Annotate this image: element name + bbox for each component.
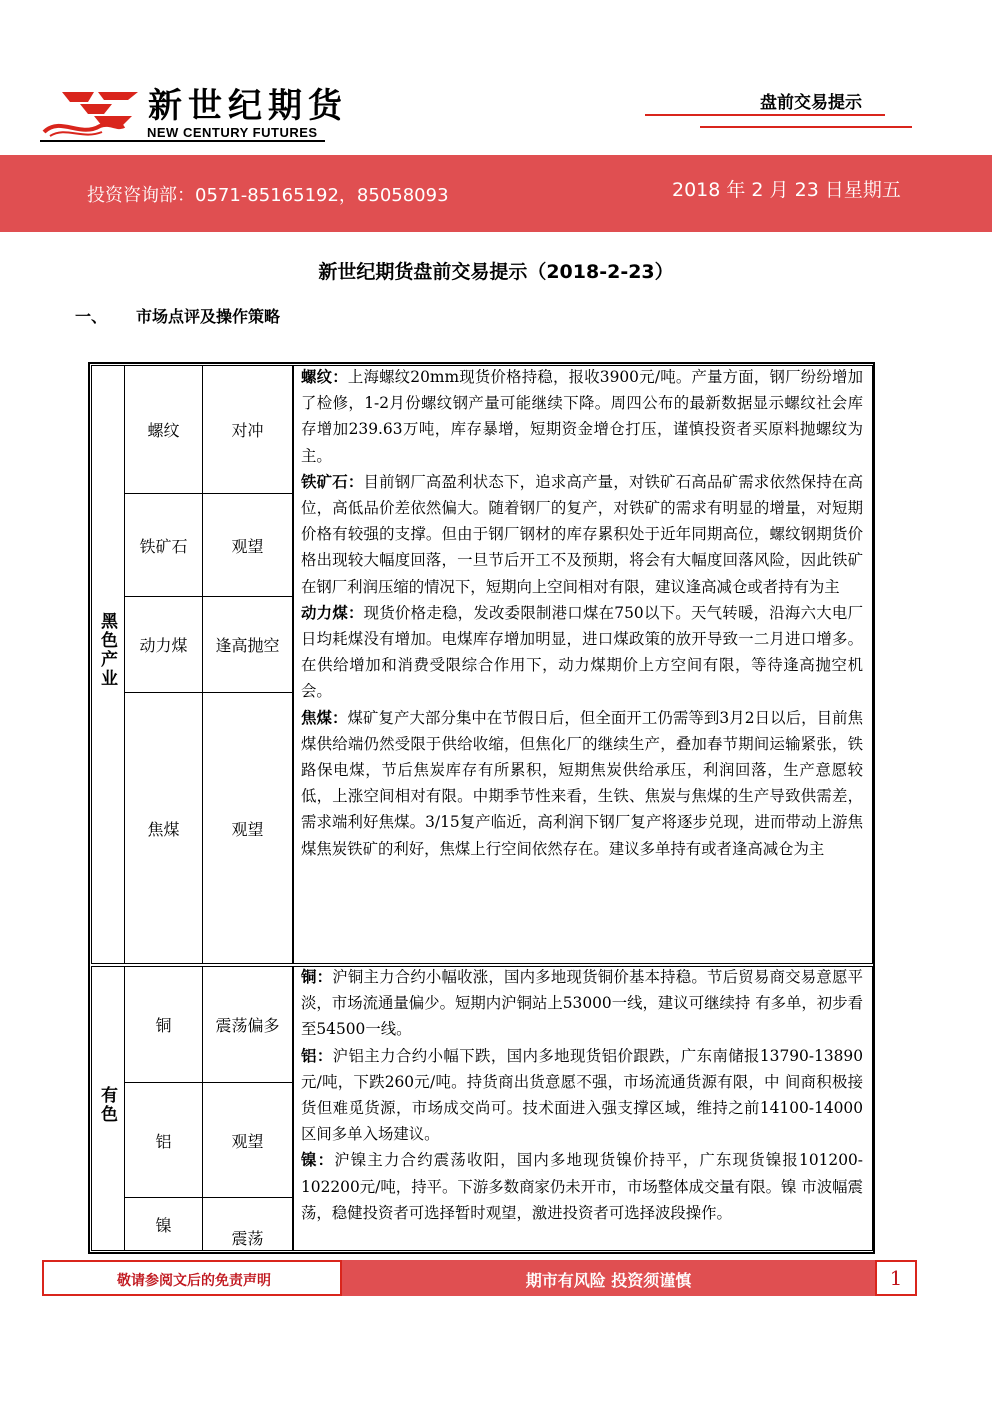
page-number: 1 [889, 1266, 903, 1290]
disclaimer-link[interactable]: 敬请参阅文后的免责声明 [117, 1273, 271, 1289]
note-paragraph [301, 1147, 863, 1226]
commentary-black [301, 364, 863, 862]
disclaimer-box [42, 1260, 342, 1296]
note-text: 沪铝主力合约小幅下跌，国内多地现货铝价跟跌，广东南储报13790-13890元/吨，下跌260元/吨。持货商出货意愿不强，市场流通货源有限，中 间商积极接货但难觅货源，市场成交尚可。技术面进入强支撑区域，维持之前14100-14000区间多单入场建议。 [301, 1046, 863, 1144]
note-label: 螺纹： [301, 368, 348, 386]
note-text: 沪铜主力合约小幅收涨，国内多地现货铜价基本持稳。节后贸易商交易意愿平淡，市场流通量偏少。短期内沪铜站上53000一线，建议可继续持 有多单，初步看至54500一线。 [301, 968, 863, 1039]
product-cell: 铁矿石 [139, 536, 188, 556]
risk-warning: 期市有风险 投资须谨慎 [525, 1271, 692, 1290]
section-title: 市场点评及操作策略 [136, 307, 281, 326]
report-date: 2018 年 2 月 23 日星期五 [672, 179, 901, 201]
logo-chinese-name: 新世纪期货 [148, 86, 348, 126]
sector-label-nonferrous: 有色 [97, 1086, 117, 1124]
product-cell: 焦煤 [147, 820, 180, 839]
product-cell: 动力煤 [139, 636, 188, 655]
note-text: 现货价格走稳，发改委限制港口煤在750以下。天气转暖，沿海六大电厂日均耗煤没有增加。电煤库存增加明显，进口煤政策的放开导致一二月进口增多。在供给增加和消费受限综合作用下，动力煤期价上方空间有限，等待逢高抛空机会。 [301, 603, 863, 701]
strategy-cell: 对冲 [231, 421, 264, 440]
commentary-nonferrous [301, 964, 863, 1226]
section-number: 一、 [75, 307, 108, 326]
note-paragraph [301, 600, 863, 705]
note-text: 上海螺纹20mm现货价格持稳，报收3900元/吨。产量方面，钢厂纷纷增加了检修，1-2月份螺纹钢产量可能继续下降。周四公布的最新数据显示螺纹社会库存增加239.63万吨，库存暴增，短期资金增仓打压，谨慎投资者买原料抛螺纹为主。 [301, 368, 863, 465]
note-label: 焦煤： [301, 708, 348, 727]
strategy-cell: 逢高抛空 [215, 636, 280, 655]
logo-underline [40, 140, 325, 142]
page-number-box [875, 1260, 917, 1296]
note-text: 目前钢厂高盈利状态下，追求高产量，对铁矿石高品矿需求依然保持在高位，高低品价差依然偏大。随着钢厂的复产，对铁矿的需求有明显的增量，对短期价格有较强的支撑。但由于钢厂钢材的库存累积处于近年同期高位，螺纹钢期货价格出现较大幅度回落，一旦节后开工不及预期，将会有大幅度回落风险，因此铁矿在钢厂利润压缩的情况下，短期向上空间相对有限，建议逢高减仓或者持有为主 [301, 472, 863, 596]
note-paragraph [301, 705, 863, 862]
strategy-cell: 观望 [231, 536, 264, 556]
product-cell: 镍 [155, 1216, 172, 1235]
header-rule-top [645, 114, 885, 116]
note-paragraph [301, 469, 863, 600]
strategy-cell: 观望 [231, 1131, 264, 1151]
column-divider [292, 365, 294, 964]
note-label: 铜： [301, 968, 333, 986]
company-logo [40, 86, 146, 142]
note-label: 镍： [301, 1151, 335, 1170]
note-paragraph [301, 1043, 863, 1148]
product-cell: 螺纹 [147, 421, 180, 440]
strategy-cell: 震荡 [231, 1229, 264, 1248]
note-paragraph [301, 364, 863, 469]
product-cell: 铜 [155, 1016, 172, 1035]
document-title: 新世纪期货盘前交易提示（2018-2-23） [318, 261, 674, 283]
column-divider [292, 966, 294, 1251]
note-label: 铝： [301, 1046, 333, 1065]
note-text: 煤矿复产大部分集中在节假日后，但全面开工仍需等到3月2日以后，目前焦煤供给端仍然受限于供给收缩，但焦化厂的继续生产，叠加春节期间运输紧张，铁路保电煤，节后焦炭库存有所累积，短期焦炭供给承压，利润回落，生产意愿较低，上涨空间相对有限。中期季节性来看，生铁、焦炭与焦煤的生产导致供需差，需求端利好焦煤。3/15复产临近，高利润下钢厂复产将逐步兑现，进而带动上游焦煤焦炭铁矿的利好，焦煤上行空间依然存在。建议多单持有或者逢高减仓为主 [301, 708, 863, 858]
note-text: 沪镍主力合约震荡收阳，国内多地现货镍价持平，广东现货镍报101200-102200元/吨，持平。下游多数商家仍未开市，市场整体成交量有限。镍 市波幅震荡，稳健投资者可选择暂时观望，激进投资者可选择波段操作。 [301, 1151, 863, 1222]
logo-english-name: NEW CENTURY FUTURES [147, 125, 318, 140]
contact-info: 投资咨询部：0571-85165192，85058093 [87, 185, 449, 206]
document-type: 盘前交易提示 [760, 93, 862, 113]
note-label: 动力煤： [301, 603, 364, 622]
strategy-cell: 震荡偏多 [215, 1016, 280, 1035]
sector-label-black: 黑色产业 [97, 612, 117, 688]
header-rule-bottom [700, 126, 912, 128]
note-label: 铁矿石： [301, 472, 364, 491]
strategy-cell: 观望 [231, 820, 264, 839]
note-paragraph [301, 964, 863, 1043]
risk-banner [342, 1260, 875, 1296]
product-cell: 铝 [155, 1131, 172, 1151]
